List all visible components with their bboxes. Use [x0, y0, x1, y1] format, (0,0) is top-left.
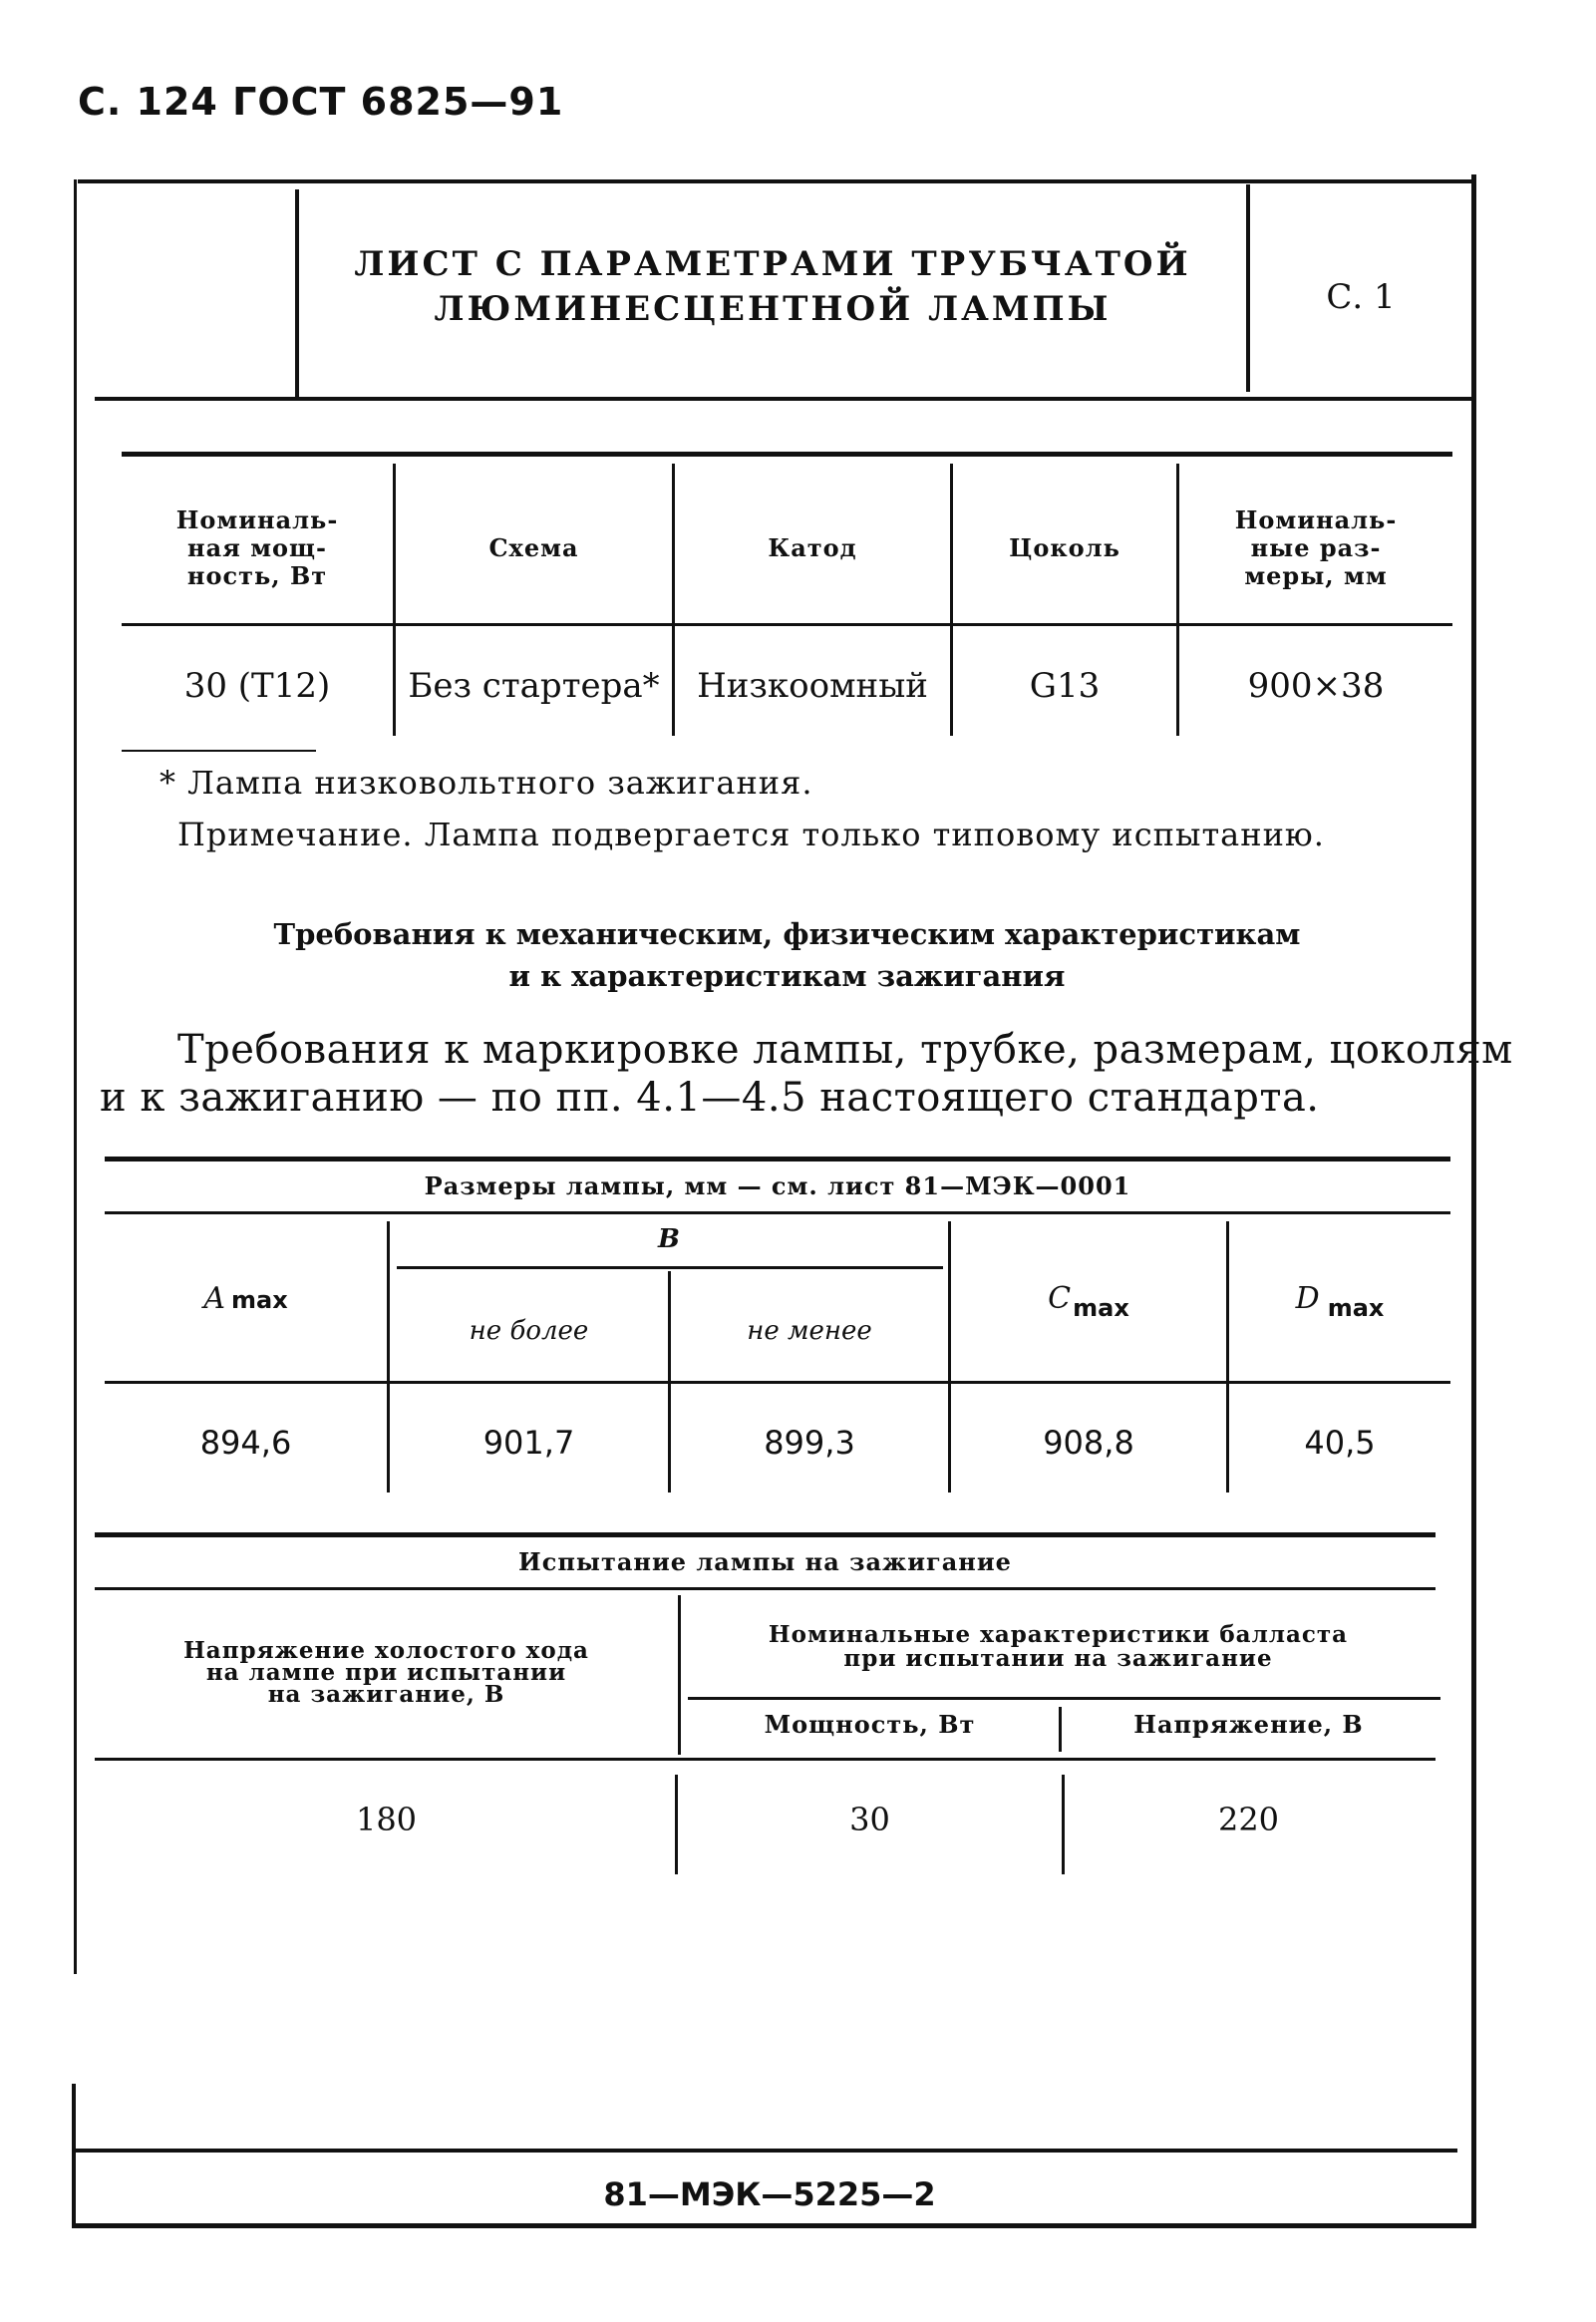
section-heading-2: и к характеристикам зажигания: [508, 959, 1066, 993]
table2-header-c-letter: C: [1048, 1281, 1072, 1316]
footer-code: 81—МЭК—5225—2: [603, 2175, 936, 2213]
table2-b-split: [397, 1266, 943, 1269]
table2-cell-a: 894,6: [199, 1424, 292, 1462]
footer-bottom: [72, 2223, 1476, 2228]
table1-header-dims: Номиналь- ные раз- меры, мм: [1234, 505, 1398, 590]
footnote-rule: [122, 750, 316, 752]
section-heading-1: Требования к механическим, физическим характеристикам: [273, 917, 1301, 951]
table2-header-b2: не менее: [747, 1316, 872, 1346]
table2-header-bottom: [105, 1381, 1450, 1384]
table3-header-voltage-b: Напряжение, В: [1133, 1710, 1364, 1739]
table2-cell-b1: 901,7: [482, 1424, 575, 1462]
table3-header-voltage: Напряжение холостого хода на лампе при испытании на зажигание, В: [183, 1637, 589, 1708]
table2-header-c-sub: max: [1073, 1294, 1129, 1322]
table1-cell-cathode: Низкоомный: [697, 666, 928, 706]
table3-top: [95, 1532, 1436, 1537]
table1-top: [122, 452, 1452, 457]
table1-cell-scheme: Без стартера*: [408, 666, 660, 706]
section-paragraph-2: и к зажиганию — по пп. 4.1—4.5 настоящего стандарта.: [100, 1075, 1320, 1121]
table2-cell-b2: 899,3: [764, 1424, 855, 1462]
title-bottom: [95, 397, 1475, 401]
table1-cell-dims: 900×38: [1247, 666, 1385, 706]
table1-header-base: Цоколь: [1009, 533, 1120, 562]
table3-col2-split: [688, 1697, 1440, 1700]
page-header: С. 124 ГОСТ 6825—91: [78, 80, 564, 124]
table3-header-ballast: Номинальные характеристики балласта при испытании на зажигание: [768, 1621, 1349, 1672]
table1-header-scheme: Схема: [488, 533, 579, 562]
table2-header-b: B: [658, 1224, 680, 1254]
table1-header-power: Номиналь- ная мощ- ность, Вт: [175, 505, 339, 590]
table3-cell-power: 30: [849, 1801, 890, 1838]
table2-header-c: [951, 1281, 1226, 1322]
table2-header-d-sub: max: [1327, 1294, 1385, 1322]
title-line-1: ЛИСТ С ПАРАМЕТРАМИ ТРУБЧАТОЙ: [354, 244, 1191, 284]
table2-top: [105, 1157, 1450, 1161]
table2-cell-c: 908,8: [1043, 1424, 1134, 1462]
frame-left: [74, 179, 77, 1974]
table1-cell-power: 30 (T12): [183, 666, 331, 706]
table3-cell-voltage: 180: [355, 1801, 418, 1838]
table3-header-bottom: [95, 1758, 1436, 1761]
table2-cell-d: 40,5: [1304, 1424, 1376, 1462]
table2-header-a-letter: A: [203, 1281, 225, 1316]
title-line-2: ЛЮМИНЕСЦЕНТНОЙ ЛАМПЫ: [434, 289, 1112, 329]
table3-header-power: Мощность, Вт: [764, 1710, 976, 1739]
table2-header-b1: не более: [469, 1316, 589, 1346]
note: Примечание. Лампа подвергается только типовому испытанию.: [177, 816, 1325, 853]
table2-header-a: [105, 1281, 387, 1316]
table1-cell-base: G13: [1029, 666, 1101, 706]
section-paragraph-1: Требования к маркировке лампы, трубке, размерам, цоколям: [177, 1027, 1513, 1073]
table1-header-cathode: Катод: [768, 533, 857, 562]
sheet-number: С. 1: [1326, 277, 1396, 317]
table2-caption-bottom: [105, 1211, 1450, 1214]
table3-caption: Испытание лампы на зажигание: [518, 1547, 1012, 1576]
table2-caption: Размеры лампы, мм — см. лист 81—МЭК—0001: [424, 1171, 1131, 1200]
footnote: * Лампа низковольтного зажигания.: [160, 764, 813, 802]
table3-cell-voltage-b: 220: [1217, 1801, 1280, 1838]
table1-mid: [122, 623, 1452, 626]
frame-top: [78, 179, 1473, 183]
footer-top: [72, 2149, 1457, 2153]
frame-right: [1471, 174, 1476, 2228]
table2-header-d-letter: D: [1295, 1281, 1320, 1316]
table2-header-d: [1229, 1281, 1450, 1322]
table3-caption-bottom: [95, 1587, 1436, 1590]
table2-header-a-sub: max: [230, 1286, 288, 1314]
